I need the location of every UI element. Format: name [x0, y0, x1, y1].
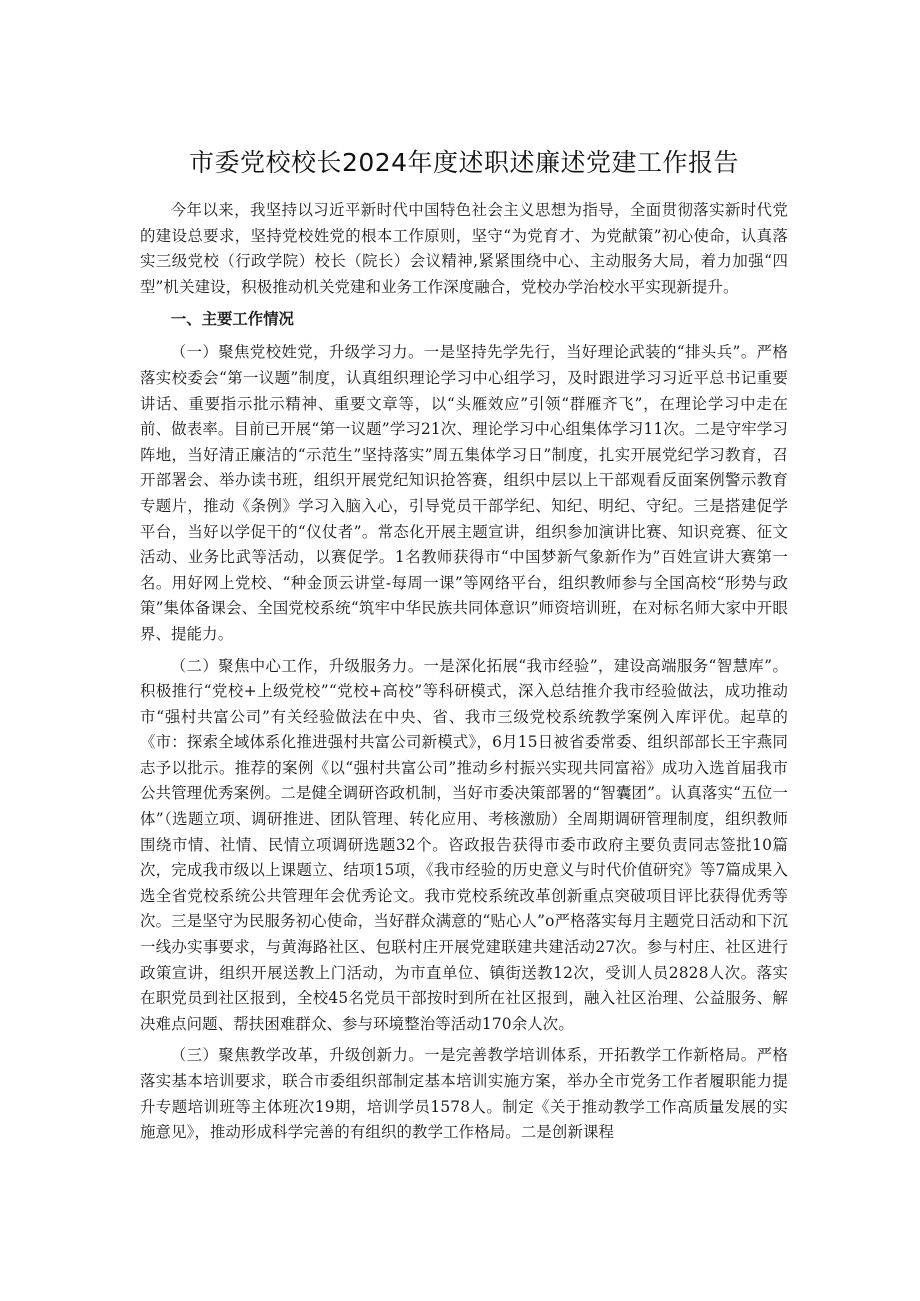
- paragraph-teaching-reform: （三）聚焦教学改革，升级创新力。一是完善教学培训体系，开拓教学工作新格局。严格落实基本培训要求，联合市委组织部制定基本培训实施方案，举办全市党务工作者履职能力提升专题培训班等主体班次19期，培训学员1578人。制定《关于推动教学工作高质量发展的实施意见》，推动形成科学完善的有组织的教学工作格局。二是创新课程: [140, 1046, 788, 1142]
- section-heading-main-work: 一、主要工作情况: [170, 310, 294, 329]
- paragraph-service: （二）聚焦中心工作，升级服务力。一是深化拓展“我市经验”，建设高端服务“智慧库”。积极推行“党校+上级党校”“党校+高校”等科研模式，深入总结推介我市经验做法，成功推动市“强村共富公司”有关经验做法在中央、省、我市三级党校系统教学案例入库评优。起草的《市：探索全域体系化推进强村共富公司新模式》，6月15日被省委常委、组织部部长王宇燕同志予以批示。推荐的案例《以“强村共富公司”推动乡村振兴实现共同富裕》成功入选首届我市公共管理优秀案例。二是健全调研咨政机制，当好市委决策部署的“智囊团”。认真落实“五位一体”（选题立项、调研推进、团队管理、转化应用、考核激励）全周期调研管理制度，组织教师围绕市情、社情、民情立项调研选题32个。咨政报告获得市委市政府主要负责同志签批10篇次，完成我市级以上课题立、结项15项，《我市经验的历史意义与时代价值研究》等7篇成果入选全省党校系统公共管理年会优秀论文。我市党校系统改革创新重点突破项目评比获得优秀等次。三是坚守为民服务初心使命，当好群众满意的“贴心人”o严格落实每月主题党日活动和下沉一线办实事要求，与黄海路社区、包联村庄开展党建联建共建活动27次。参与村庄、社区进行政策宣讲，组织开展送教上门活动，为市直单位、镇街送教12次，受训人员2828人次。落实在职党员到社区报到，全校45名党员干部按时到所在社区报到，融入社区治理、公益服务、解决难点问题、帮扶困难群众、参与环境整治等活动170余人次。: [140, 656, 788, 1033]
- paragraph-study: （一）聚焦党校姓党，升级学习力。一是坚持先学先行，当好理论武装的“排头兵”。严格落实校委会“第一议题”制度，认真组织理论学习中心组学习，及时跟进学习习近平总书记重要讲话、重要指示批示精神、重要文章等，以“头雁效应”引领“群雁齐飞”，在理论学习中走在前、做表率。目前已开展“第一议题”学习21次、理论学习中心组集体学习11次。二是守牢学习阵地，当好清正廉洁的“示范生”坚持落实”周五集体学习日”制度，扎实开展党纪学习教育，召开部署会、举办读书班，组织开展党纪知识抢答赛，组织中层以上干部观看反面案例警示教育专题片，推动《条例》学习入脑入心，引导党员干部学纪、知纪、明纪、守纪。三是搭建促学平台，当好以学促干的“仪仗者”。常态化开展主题宣讲，组织参加演讲比赛、知识竞赛、征文活动、业务比武等活动，以赛促学。1名教师获得市“中国梦新气象新作为”百姓宣讲大赛第一名。用好网上党校、“种金顶云讲堂-每周一课”等网络平台，组织教师参与全国高校“形势与政策”集体备课会、全国党校系统“筑牢中华民族共同体意识”师资培训班，在对标名师大家中开眼界、提能力。: [140, 343, 788, 643]
- document-title: 市委党校校长2024年度述职述廉述党建工作报告: [188, 148, 740, 177]
- intro-paragraph: 今年以来，我坚持以习近平新时代中国特色社会主义思想为指导，全面贯彻落实新时代党的建设总要求，坚持党校姓党的根本工作原则，坚守“为党育才、为党献策”初心使命，认真落实三级党校（行政学院）校长（院长）会议精神,紧紧围绕中心、主动服务大局，着力加强“四型”机关建设，积极推动机关党建和业务工作深度融合，党校办学治校水平实现新提升。: [140, 201, 788, 296]
